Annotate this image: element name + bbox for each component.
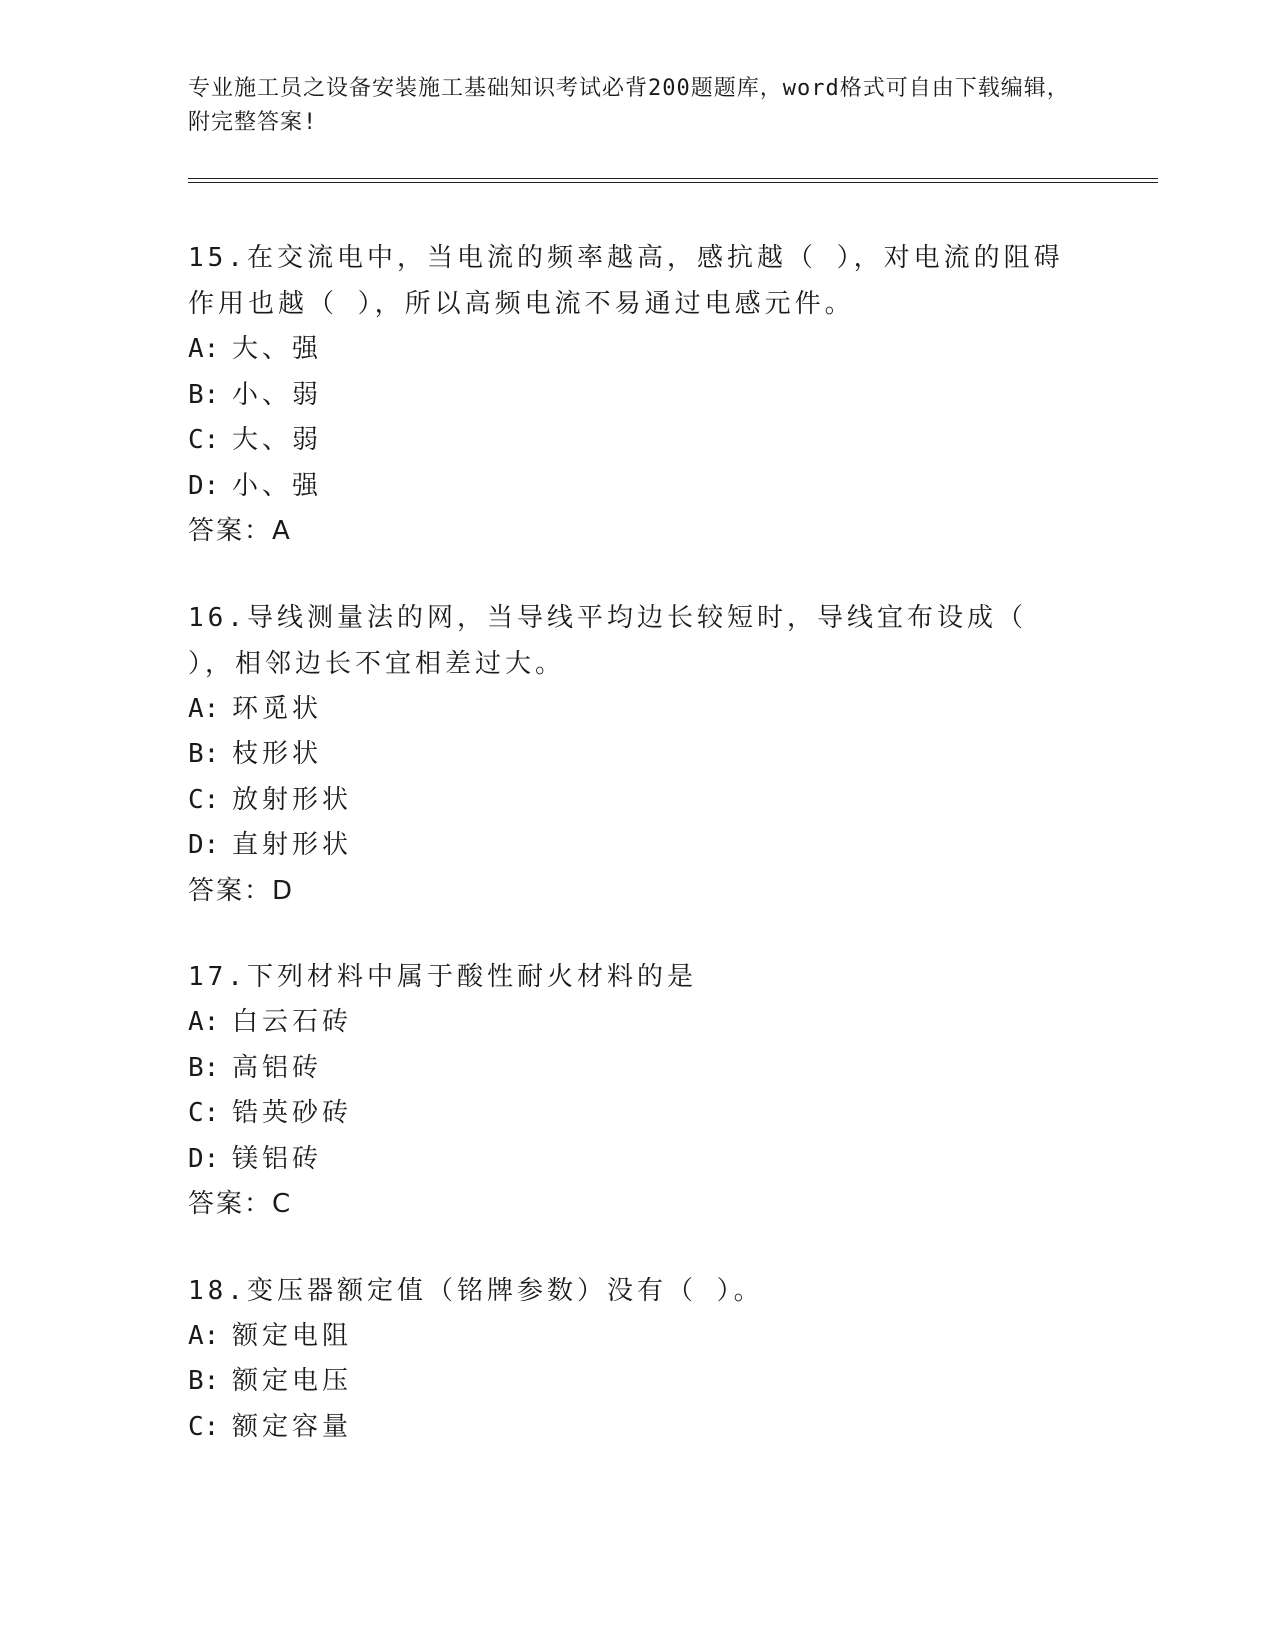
answer-line: 答案：A bbox=[188, 516, 292, 546]
option-c bbox=[188, 778, 1088, 824]
question-15 bbox=[188, 235, 1088, 555]
option-a bbox=[188, 1000, 1088, 1046]
option-text: 额定容量 bbox=[232, 1411, 353, 1442]
option-text: 额定电阻 bbox=[232, 1320, 353, 1351]
option-b bbox=[188, 373, 1088, 419]
option-letter: C: bbox=[188, 425, 220, 455]
option-text: 放射形状 bbox=[232, 784, 353, 815]
option-a bbox=[188, 327, 1088, 373]
option-text: 大、弱 bbox=[232, 425, 323, 455]
option-text: 小、强 bbox=[232, 470, 323, 501]
option-letter: A: bbox=[188, 1007, 220, 1037]
question-16 bbox=[188, 595, 1088, 915]
option-letter: B: bbox=[188, 379, 220, 410]
option-c bbox=[188, 1405, 1088, 1451]
option-letter: C: bbox=[188, 1411, 220, 1442]
option-d bbox=[188, 1137, 1088, 1183]
answer-line: 答案：D bbox=[188, 875, 295, 906]
answer-line: 答案：C bbox=[188, 1189, 293, 1219]
option-b bbox=[188, 732, 1088, 778]
document-header: 专业施工员之设备安装施工基础知识考试必背200题题库，word格式可自由下载编辑，附完整答案! bbox=[188, 76, 1070, 135]
option-letter: B: bbox=[188, 739, 220, 769]
option-text: 镁铝砖 bbox=[232, 1143, 323, 1174]
option-a bbox=[188, 1314, 1088, 1360]
option-letter: D: bbox=[188, 1143, 220, 1174]
option-letter: A: bbox=[188, 334, 220, 364]
option-letter: D: bbox=[188, 470, 220, 501]
option-d bbox=[188, 464, 1088, 510]
option-text: 额定电压 bbox=[232, 1366, 353, 1396]
option-letter: A: bbox=[188, 1320, 220, 1351]
option-letter: B: bbox=[188, 1052, 220, 1083]
option-letter: A: bbox=[188, 693, 220, 724]
header-double-rule bbox=[188, 178, 1158, 183]
option-b bbox=[188, 1046, 1088, 1092]
option-letter: D: bbox=[188, 830, 220, 860]
option-text: 直射形状 bbox=[232, 830, 353, 860]
option-c bbox=[188, 418, 1088, 464]
option-text: 大、强 bbox=[232, 334, 323, 364]
question-text: 15.在交流电中，当电流的频率越高，感抗越（ ），对电流的阻碍作用也越（ ），所以高频电流不易通过电感元件。 bbox=[188, 243, 1064, 319]
option-a bbox=[188, 687, 1088, 733]
question-text: 18.变压器额定值（铭牌参数）没有（ ）。 bbox=[188, 1275, 764, 1306]
question-text: 17.下列材料中属于酸性耐火材料的是 bbox=[188, 962, 697, 992]
option-text: 锆英砂砖 bbox=[232, 1098, 353, 1128]
option-letter: C: bbox=[188, 784, 220, 815]
question-18 bbox=[188, 1268, 1088, 1451]
question-list bbox=[188, 235, 1088, 1490]
option-text: 枝形状 bbox=[232, 739, 323, 769]
option-letter: C: bbox=[188, 1098, 220, 1128]
question-text: 16.导线测量法的网，当导线平均边长较短时，导线宜布设成（ ），相邻边长不宜相差过大。 bbox=[188, 602, 1027, 679]
option-text: 白云石砖 bbox=[232, 1007, 353, 1037]
option-c bbox=[188, 1091, 1088, 1137]
option-text: 环觅状 bbox=[232, 693, 323, 724]
question-17 bbox=[188, 954, 1088, 1228]
option-letter: B: bbox=[188, 1366, 220, 1396]
option-text: 高铝砖 bbox=[232, 1052, 323, 1083]
option-d bbox=[188, 823, 1088, 869]
option-text: 小、弱 bbox=[232, 379, 323, 410]
option-b bbox=[188, 1359, 1088, 1405]
